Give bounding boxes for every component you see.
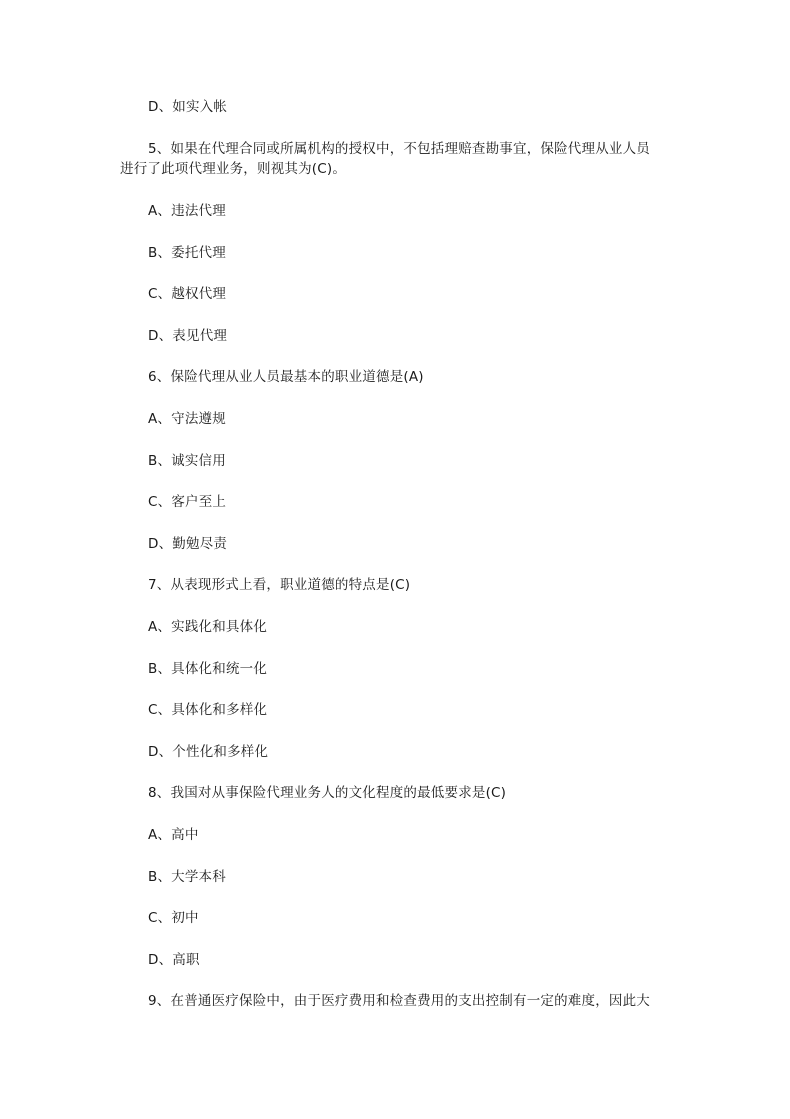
option-b-q7: B、具体化和统一化	[148, 661, 268, 677]
option-d-q8: D、高职	[148, 952, 200, 968]
option-a-q6: A、守法遵规	[148, 411, 226, 427]
question-5-continued: 进行了此项代理业务，则视其为(C)。	[120, 161, 347, 177]
option-c-q6: C、客户至上	[148, 494, 227, 510]
option-a-q5: A、违法代理	[148, 203, 226, 219]
option-c-q5: C、越权代理	[148, 286, 227, 302]
option-b-q5: B、委托代理	[148, 245, 226, 261]
question-9: 9、在普通医疗保险中，由于医疗费用和检查费用的支出控制有一定的难度，因此大	[148, 993, 650, 1009]
option-b-q8: B、大学本科	[148, 869, 226, 885]
option-d-q4: D、如实入帐	[148, 99, 228, 115]
question-7: 7、从表现形式上看，职业道德的特点是(C)	[148, 577, 411, 593]
question-6: 6、保险代理从业人员最基本的职业道德是(A)	[148, 369, 424, 385]
option-d-q6: D、勤勉尽责	[148, 536, 228, 552]
option-a-q8: A、高中	[148, 827, 199, 843]
option-d-q7: D、个性化和多样化	[148, 744, 269, 760]
option-b-q6: B、诚实信用	[148, 453, 226, 469]
option-c-q7: C、具体化和多样化	[148, 702, 268, 718]
question-5: 5、如果在代理合同或所属机构的授权中，不包括理赔查勘事宜，保险代理从业人员	[148, 141, 650, 157]
option-a-q7: A、实践化和具体化	[148, 619, 268, 635]
question-8: 8、我国对从事保险代理业务人的文化程度的最低要求是(C)	[148, 785, 507, 801]
option-d-q5: D、表见代理	[148, 328, 228, 344]
option-c-q8: C、初中	[148, 910, 199, 926]
